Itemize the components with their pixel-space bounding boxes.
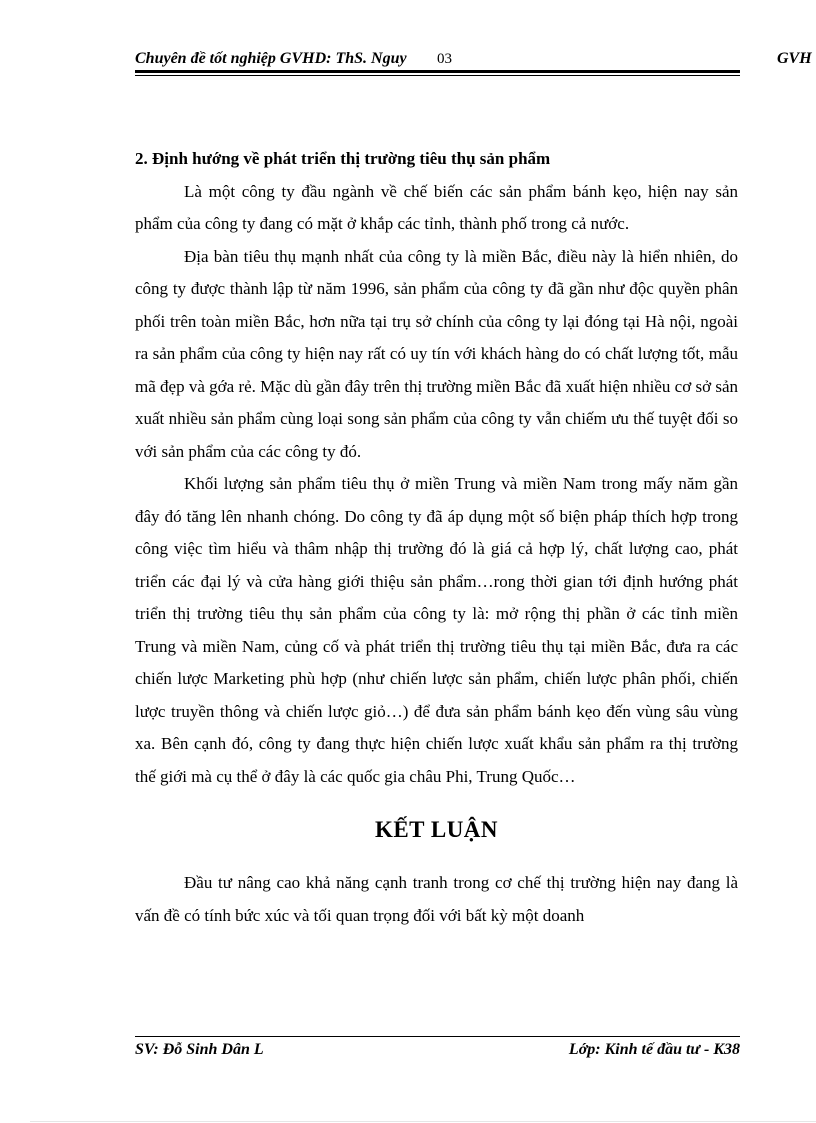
- paragraph-2: Địa bàn tiêu thụ mạnh nhất của công ty là miền Bắc, điều này là hiển nhiên, do công ty được thành lập từ năm 1996, sản phẩm của công ty đã gần như độc quyền phân phối trên toàn miền Bắc, hơn nữa tại trụ sở chính của công ty lại đóng tại Hà nội, ngoài ra sản phẩm của công ty hiện nay rất có uy tín với khách hàng do có chất lượng tốt, mẫu mã đẹp và gớa rẻ. Mặc dù gần đây trên thị trường miền Bắc đã xuất hiện nhiều cơ sở sản xuất nhiều sản phẩm cùng loại song sản phẩm của công ty vẫn chiếm ưu thế tuyệt đối so với sản phẩm của các công ty đó.: [135, 246, 738, 461]
- paragraph-3: Khối lượng sản phẩm tiêu thụ ở miền Trung và miền Nam trong mấy năm gần đây đó tăng lên nhanh chóng. Do công ty đã áp dụng một số biện pháp thích hợp trong công việc tìm hiểu và thâm nhập thị trường đó là giá cả hợp lý, chất lượng cao, phát triển các đại lý và cửa hàng giới thiệu sản phẩm…rong thời gian tới định hướng phát triển thị trường tiêu thụ sản phẩm của công ty là: mở rộng thị phần ở các tỉnh miền Trung và miền Nam, củng cố và phát triển thị trường tiêu thụ tại miền Bắc, đưa ra các chiến lược Marketing phù hợp (như chiến lược sản phẩm, chiến lược phân phối, chiến lược truyền thông và chiến lược giỏ…) để đưa sản phẩm bánh kẹo đến vùng sâu vùng xa. Bên cạnh đó, công ty đang thực hiện chiến lược xuất khẩu sản phẩm ra thị trường thế giới mà cụ thể ở đây là các quốc gia châu Phi, Trung Quốc…: [135, 474, 738, 786]
- footer-class: Lớp: Kinh tế đầu tư - K38: [568, 1041, 740, 1058]
- header-thesis-title: Chuyên đề tốt nghiệp GVHD: ThS. Nguy: [135, 50, 407, 67]
- footer-student: SV: Đỗ Sinh Dân L: [135, 1041, 264, 1058]
- section-heading: 2. Định hướng về phát triển thị trường tiêu thụ sản phẩm: [135, 149, 551, 168]
- header-right-text: GVH: [777, 50, 812, 67]
- conclusion-title: KẾT LUẬN: [374, 817, 499, 842]
- conclusion-paragraph: Đầu tư nâng cao khả năng cạnh tranh trong cơ chế thị trường hiện nay đang là vấn đề có tính bức xúc và tối quan trọng đối với bất kỳ một doanh: [135, 873, 738, 925]
- paragraph-1: Là một công ty đầu ngành về chế biến các sản phẩm bánh kẹo, hiện nay sản phẩm của công ty đang có mặt ở khắp các tỉnh, thành phố trong cả nước.: [135, 181, 738, 233]
- page-edge-line: [30, 1121, 816, 1122]
- footer-rule: [135, 1036, 740, 1037]
- document-body: [135, 143, 738, 932]
- header-rule-thin: [135, 75, 740, 76]
- header-page-number: 03: [437, 51, 452, 67]
- header-rule-thick: [135, 70, 740, 73]
